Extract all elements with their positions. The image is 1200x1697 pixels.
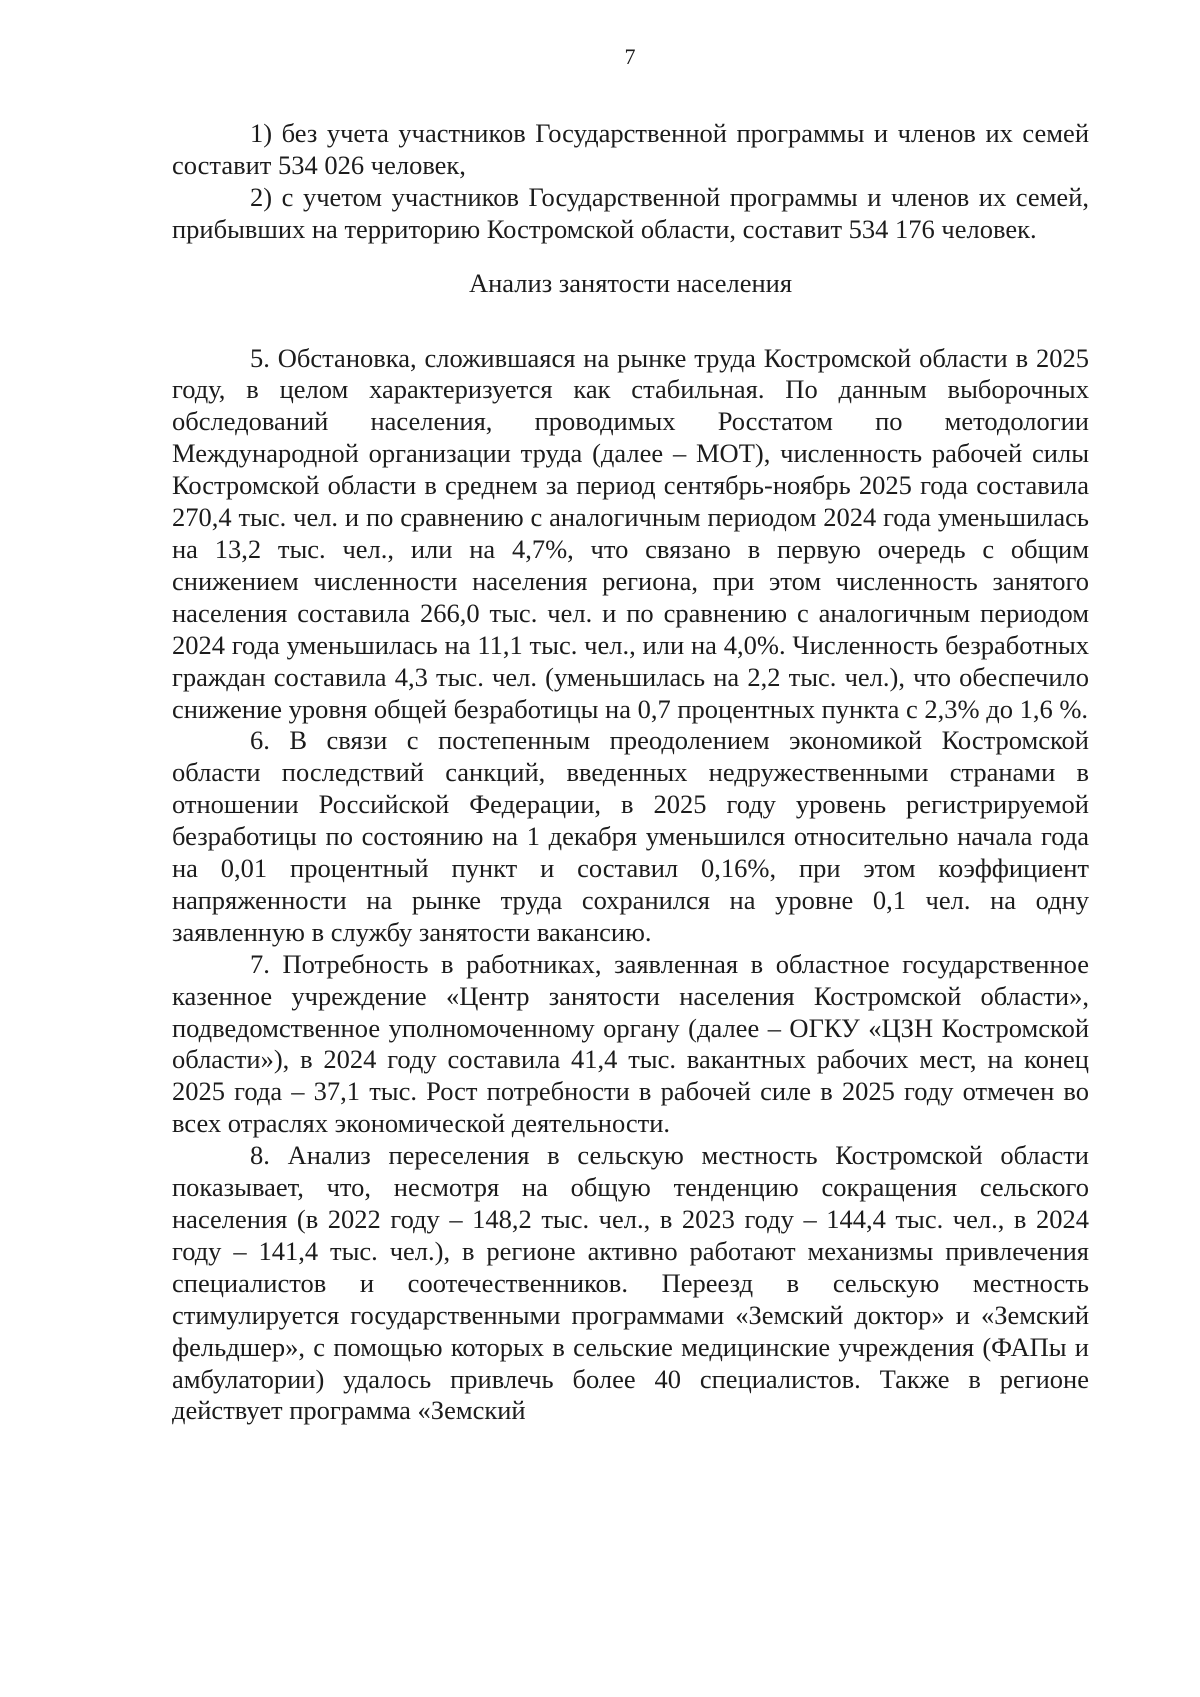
paragraph-5: 5. Обстановка, сложившаяся на рынке труда Костромской области в 2025 году, в целом характеризуется как стабильная. По данным выборочных обследований населения, проводимых Росстатом по методологии Международной организации труда (далее – МОТ), численность рабочей силы Костромской области в среднем за период сентябрь-ноябрь 2025 года составила 270,4 тыс. чел. и по сравнению с аналогичным периодом 2024 года уменьшилась на 13,2 тыс. чел., или на 4,7%, что связано в первую очередь с общим снижением численности населения региона, при этом численность занятого населения составила 266,0 тыс. чел. и по сравнению с аналогичным периодом 2024 года уменьшилась на 11,1 тыс. чел., или на 4,0%. Численность безработных граждан составила 4,3 тыс. чел. (уменьшилась на 2,2 тыс. чел.), что обеспечило снижение уровня общей безработицы на 0,7 процентных пункта с 2,3% до 1,6 %. [172, 342, 1089, 724]
list-item-1: 1) без учета участников Государственной программы и членов их семей составит 534 026 человек, [172, 118, 1089, 180]
section-heading: Анализ занятости населения [468, 267, 793, 298]
page-number: 7 [624, 44, 636, 69]
list-item-2: 2) с учетом участников Государственной программы и членов их семей, прибывших на территорию Костромской области, составит 534 176 человек. [172, 181, 1089, 244]
paragraph-6: 6. В связи с постепенным преодолением экономикой Костромской области последствий санкций, введенных недружественными странами в отношении Российской Федерации, в 2025 году уровень регистрируемой безработицы по состоянию на 1 декабря уменьшился относительно начала года на 0,01 процентный пункт и составил 0,16%, при этом коэффициент напряженности на рынке труда сохранился на уровне 0,1 чел. на одну заявленную в службу занятости вакансию. [172, 725, 1089, 947]
paragraph-7: 7. Потребность в работниках, заявленная в областное государственное казенное учреждение «Центр занятости населения Костромской области», подведомственное уполномоченному органу (далее – ОГКУ «ЦЗН Костромской области»), в 2024 году составила 41,4 тыс. вакантных рабочих мест, на конец 2025 года – 37,1 тыс. Рост потребности в рабочей силе в 2025 году отмечен во всех отраслях экономической деятельности. [172, 948, 1089, 1139]
paragraph-8: 8. Анализ переселения в сельскую местность Костромской области показывает, что, несмотря на общую тенденцию сокращения сельского населения (в 2022 году – 148,2 тыс. чел., в 2023 году – 144,4 тыс. чел., в 2024 году – 141,4 тыс. чел.), в регионе активно работают механизмы привлечения специалистов и соотечественников. Переезд в сельскую местность стимулируется государственными программами «Земский доктор» и «Земский фельдшер», с помощью которых в сельские медицинские учреждения (ФАПы и амбулатории) удалось привлечь более 40 специалистов. Также в регионе действует программа «Земский [172, 1140, 1089, 1426]
document-body [172, 118, 1089, 1427]
